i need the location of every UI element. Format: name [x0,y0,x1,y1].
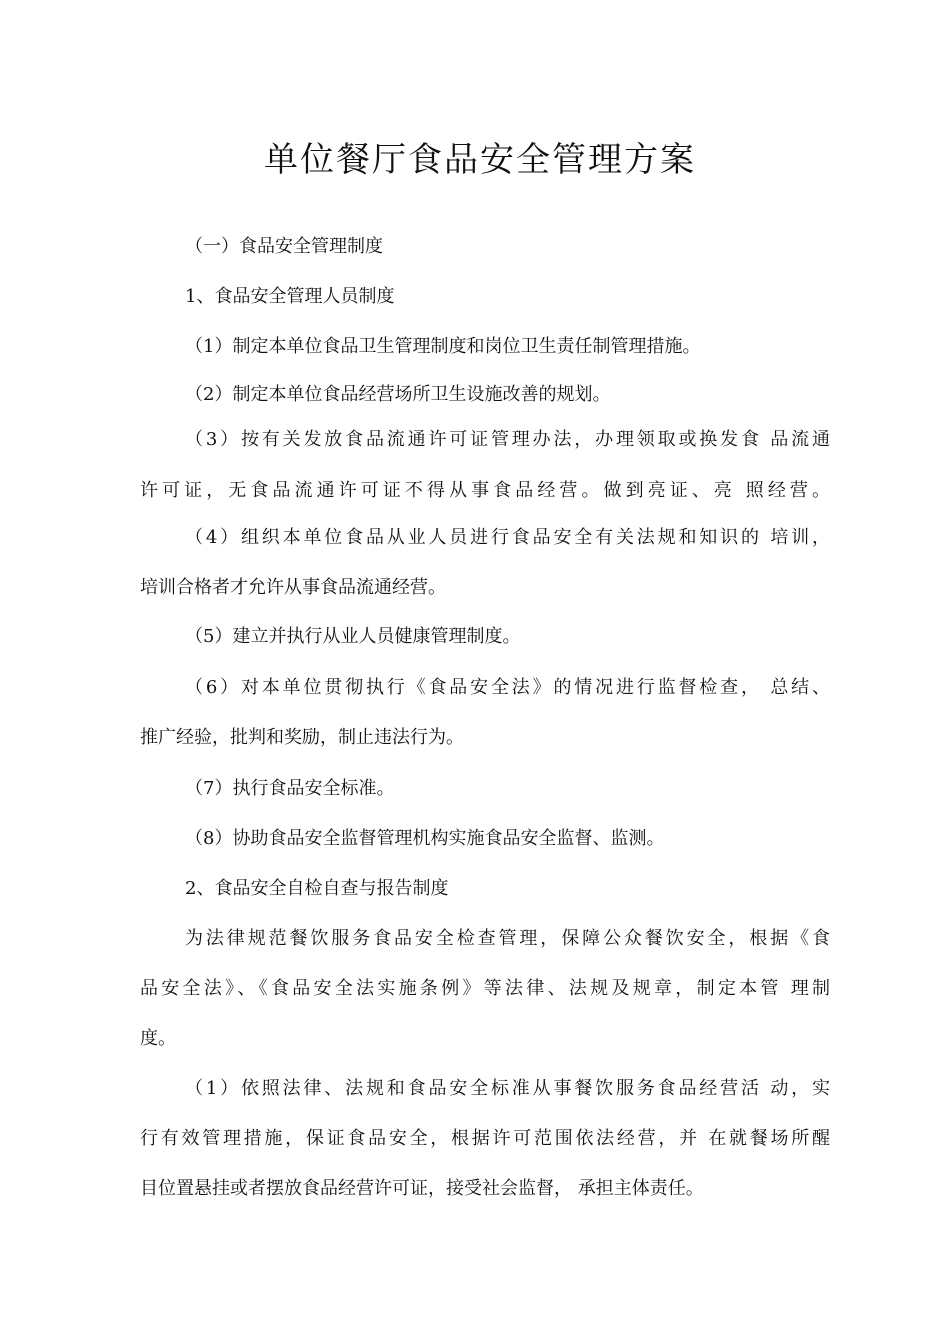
subsection-heading: 1、食品安全管理人员制度 [185,286,395,307]
paragraph-line: 目位置悬挂或者摆放食品经营许可证，接受社会监督， 承担主体责任。 [140,1178,704,1199]
paragraph-line: （4）组织本单位食品从业人员进行食品安全有关法规和知识的 培训， [185,527,830,548]
document-title: 单位餐厅食品安全管理方案 [264,140,696,180]
paragraph-line: （7）执行食品安全标准。 [185,778,395,799]
section-heading: （一）食品安全管理制度 [185,236,383,257]
paragraph-line: 行有效管理措施，保证食品安全，根据许可范围依法经营，并 在就餐场所醒 [140,1128,830,1149]
paragraph-line: （1）依照法律、法规和食品安全标准从事餐饮服务食品经营活 动，实 [185,1078,830,1099]
paragraph-line: 培训合格者才允许从事食品流通经营。 [140,577,446,598]
paragraph-line: 推广经验，批判和奖励，制止违法行为。 [140,727,464,748]
paragraph-line: （6）对本单位贯彻执行《食品安全法》的情况进行监督检查， 总结、 [185,677,830,698]
paragraph-line: （8）协助食品安全监督管理机构实施食品安全监督、监测。 [185,828,665,849]
subsection-heading: 2、食品安全自检自查与报告制度 [185,878,449,899]
paragraph-line: （3）按有关发放食品流通许可证管理办法，办理领取或换发食 品流通 [185,429,830,450]
paragraph-line: 度。 [140,1028,176,1049]
paragraph-line: 为法律规范餐饮服务食品安全检查管理，保障公众餐饮安全，根据《食 [185,928,830,949]
paragraph-line: 品安全法》、《食品安全法实施条例》等法律、法规及规章，制定本管 理制 [140,978,830,999]
paragraph-line: （1）制定本单位食品卫生管理制度和岗位卫生责任制管理措施。 [185,336,701,357]
paragraph-line: （5）建立并执行从业人员健康管理制度。 [185,626,521,647]
paragraph-line: 许可证，无食品流通许可证不得从事食品经营。做到亮证、亮 照经营。 [140,480,830,501]
paragraph-line: （2）制定本单位食品经营场所卫生设施改善的规划。 [185,384,611,405]
